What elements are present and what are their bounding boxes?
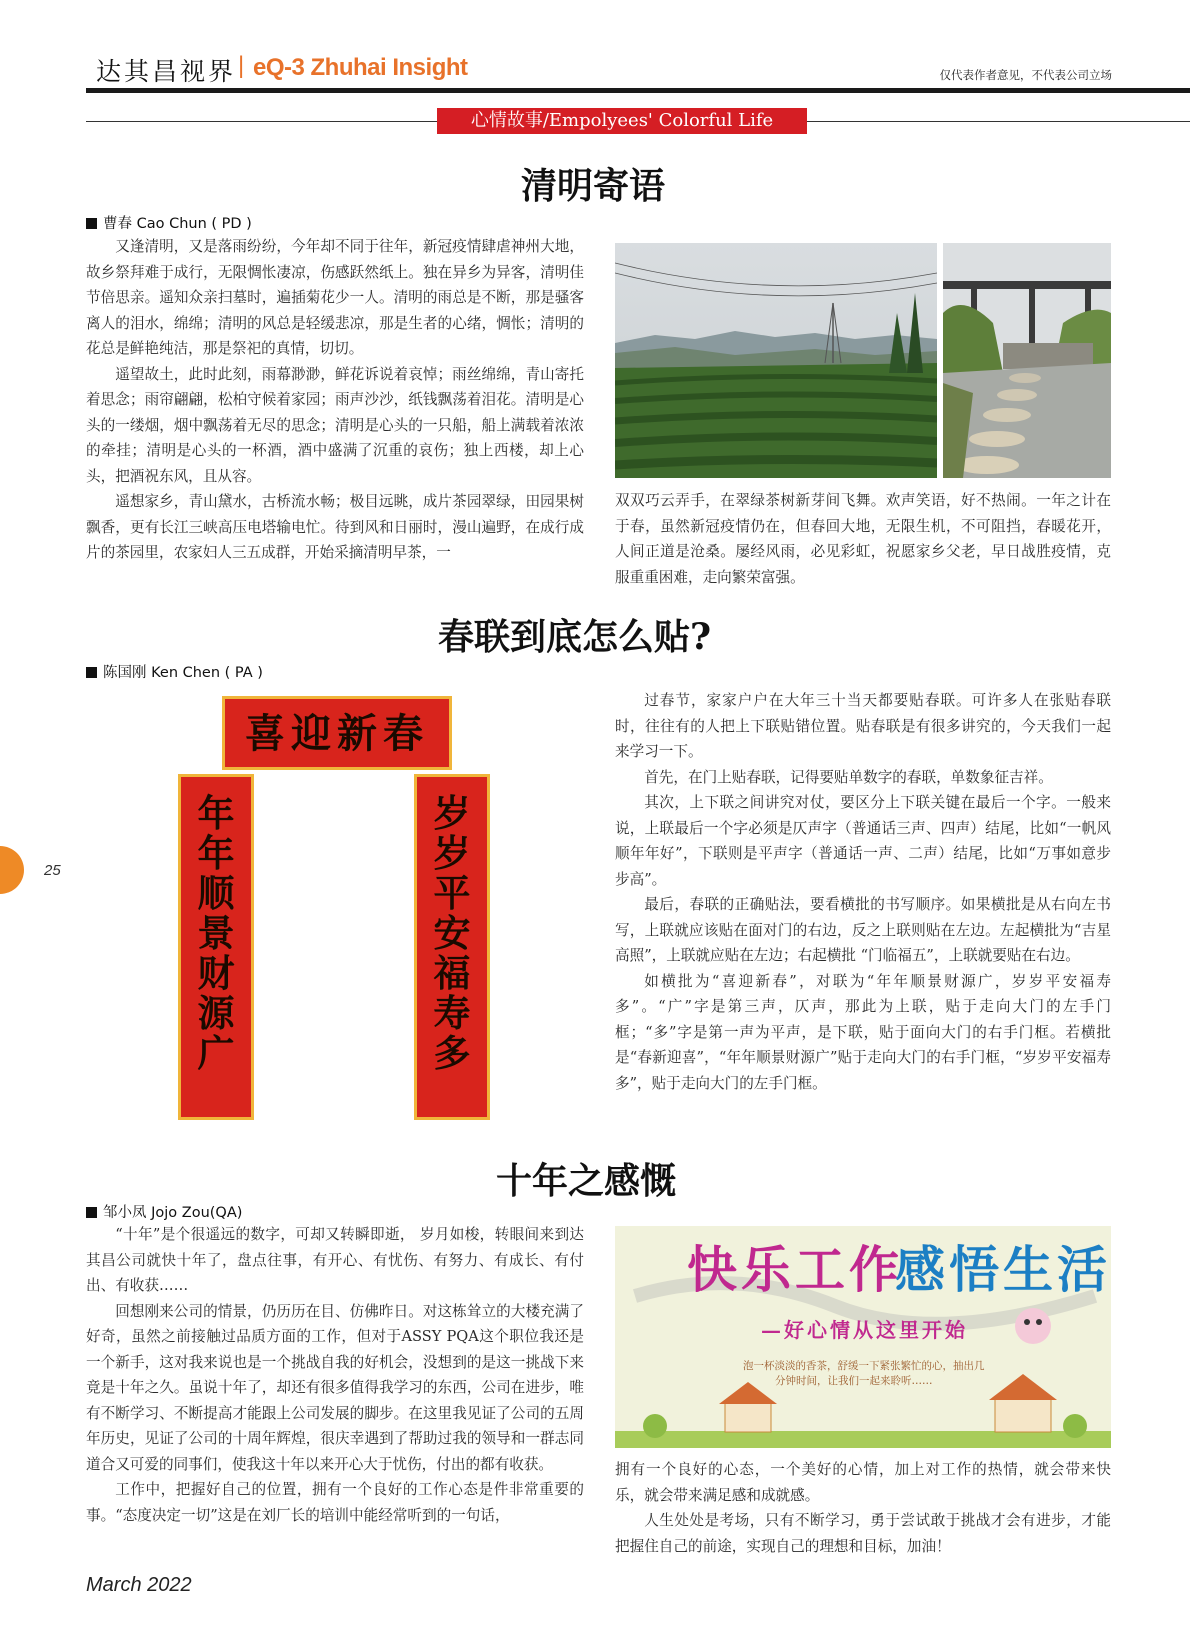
header-separator: | — [238, 52, 245, 79]
article1-paragraph: 双双巧云弄手，在翠绿茶树新芽间飞舞。欢声笑语，好不热闹。一年之计在于春，虽然新冠疫情仍在，但春回大地，无限生机，不可阻挡，春暖花开，人间正道是沧桑。屡经风雨，必见彩虹，祝愿家乡父老，早日战胜疫情，克服重重困难，走向繁荣富强。 — [615, 492, 1111, 586]
article2-paragraph: 最后，春联的正确贴法，要看横批的书写顺序。如果横批是从右向左书写，上联就应该贴在面对门的右边，反之上联则贴在左边。左起横批为“吉星高照”，上联就应贴在左边；右起横批 “门临福五”，上联就要贴在右边。 — [615, 896, 1111, 964]
article2-paragraph: 如横批为“喜迎新春”，对联为“年年顺景财源广，岁岁平安福寿多”。“广”字是第三声，仄声，那此为上联，贴于走向大门的左手门框；“多”字是第一声为平声，是下联，贴于面向大门的右手门框。若横批是“春新迎喜”，“年年顺景财源广”贴于走向大门的右手门框，“岁岁平安福寿多”，贴于走向大门的左手门框。 — [615, 972, 1111, 1092]
headline-enjoy-life: 感悟生活 — [895, 1240, 1111, 1299]
article3-paragraph: 拥有一个良好的心态，一个美好的心情，加上对工作的热情，就会带来快乐，就会带来满足感和成就感。 — [615, 1461, 1111, 1504]
magazine-title-cn: 达其昌视界 — [96, 57, 237, 86]
article1-paragraph: 遥望故土，此时此刻，雨幕渺渺，鲜花诉说着哀悼；雨丝绵绵，青山寄托着思念；雨帘翩翩，松柏守候着家园；雨声沙沙，纸钱飘荡着泪花。清明是心头的一缕烟，烟中飘荡着无尽的思念；清明是心头的一只船，船上满载着浓浓的牵挂；清明是心头的一杯酒，酒中盛满了沉重的哀伤；独上西楼，却上心头，把酒祝东风，且从容。 — [86, 365, 584, 485]
article2-column — [615, 688, 1111, 1096]
happy-work-banner-image — [615, 1226, 1111, 1448]
couplet-horizontal-text: 喜迎新春 — [245, 710, 429, 757]
article3-title: 十年之感慨 — [496, 1160, 677, 1202]
article3-paragraph: “十年”是个很遥远的数字，可却又转瞬即逝， 岁月如梭，转眼间来到达其昌公司就快十年了，盘点往事，有开心、有忧伤、有努力、有成长、有付出、有收获…… — [86, 1226, 584, 1294]
article2-byline — [86, 661, 263, 682]
article1-left-column — [86, 234, 584, 566]
header-rule — [86, 88, 1190, 93]
article2-paragraph: 过春节，家家户户在大年三十当天都要贴春联。可许多人在张贴春联时，往往有的人把上下联贴错位置。贴春联是有很多讲究的，今天我们一起来学习一下。 — [615, 692, 1111, 760]
tea-garden-photo — [615, 243, 937, 478]
section-banner: 心情故事/Empolyees' Colorful Life — [437, 108, 807, 134]
page-number: 25 — [44, 862, 61, 879]
article1-paragraph: 又逢清明，又是落雨纷纷，今年却不同于往年，新冠疫情肆虐神州大地，故乡祭拜难于成行，无限惆怅凄凉，伤感跃然纸上。独在异乡为异客，清明佳节倍思亲。遥知众亲扫墓时，遍插菊花少一人。清明的雨总是不断，那是骚客离人的泪水，绵绵；清明的风总是轻缓悲凉，那是生者的心绪，惆怅；清明的花总是鲜艳纯洁，那是祭祀的真情，切切。 — [86, 238, 584, 357]
article3-right-column — [615, 1457, 1111, 1559]
couplet-left-scroll — [178, 774, 254, 1120]
article1-paragraph: 遥想家乡，青山黛水，古桥流水畅；极目远眺，成片茶园翠绿，田园果树飘香，更有长江三峡高压电塔输电忙。待到风和日丽时，漫山遍野，在成行成片的茶园里，农家妇人三五成群，开始采摘清明早茶，一 — [86, 493, 584, 561]
article1-title: 清明寄语 — [521, 165, 666, 207]
spring-couplet-image — [178, 694, 498, 1122]
article2-paragraph: 首先，在门上贴春联，记得要贴单数字的春联，单数象征吉祥。 — [644, 768, 1053, 786]
article3-byline — [86, 1201, 242, 1222]
couplet-right-text: 岁岁平安福寿多 — [433, 791, 471, 1075]
article1-byline — [86, 212, 252, 233]
article3-paragraph: 人生处处是考场，只有不断学习，勇于尝试敢于挑战才会有进步，才能把握住自己的前途，实现自己的理想和目标，加油！ — [615, 1512, 1111, 1555]
tea-garden-illustration — [615, 243, 937, 478]
byline-square-icon — [86, 667, 97, 678]
article2-paragraph: 其次，上下联之间讲究对仗，要区分上下联关键在最后一个字。一般来说，上联最后一个字必须是仄声字（普通话三声、四声）结尾，比如“一帆风顺年年好”，下联则是平声字（普通话一声、二声）结尾，比如“万事如意步步高”。 — [615, 794, 1111, 888]
banner-caption-line1: 泡一杯淡淡的香茶，舒缓一下紧张繁忙的心，抽出几 — [743, 1360, 985, 1372]
article3-author: 邹小凤 Jojo Zou(QA) — [103, 1205, 243, 1221]
article2-title: 春联到底怎么贴? — [438, 616, 712, 658]
byline-square-icon — [86, 218, 97, 229]
issue-date: March 2022 — [86, 1574, 192, 1596]
couplet-horizontal-banner — [222, 696, 452, 770]
banner-caption-line2: 分钟时间，让我们一起来聆听…… — [775, 1375, 933, 1387]
bridge-stream-photo — [943, 243, 1111, 478]
banner-subline: —好心情从这里开始 — [761, 1318, 968, 1342]
headline-happy-work: 快乐工作 — [687, 1240, 903, 1299]
couplet-right-scroll — [414, 774, 490, 1120]
bridge-stream-illustration — [943, 243, 1111, 478]
header-disclaimer: 仅代表作者意见，不代表公司立场 — [939, 68, 1112, 82]
article2-author: 陈国刚 Ken Chen ( PA ) — [103, 665, 263, 681]
article1-right-column — [615, 488, 1111, 590]
page-tab — [0, 846, 24, 894]
byline-square-icon — [86, 1207, 97, 1218]
article3-paragraph: 工作中，把握好自己的位置，拥有一个良好的工作心态是件非常重要的事。“态度决定一切”这是在刘厂长的培训中能经常听到的一句话， — [86, 1481, 584, 1524]
article1-author: 曹春 Cao Chun ( PD ) — [103, 216, 252, 232]
article3-left-column — [86, 1222, 584, 1528]
article3-paragraph: 回想刚来公司的情景，仍历历在目、仿佛昨日。对这栋耸立的大楼充满了好奇，虽然之前接触过品质方面的工作，但对于ASSY PQA这个职位我还是一个新手，这对我来说也是一个挑战自我的好机会，没想到的是这一挑战下来竟是十年之久。虽说十年了，却还有很多值得我学习的东西，公司在进步，唯有不断学习、不断提高才能跟上公司发展的脚步。在这里我见证了公司的五周年历史，见证了公司的十周年辉煌，很庆幸遇到了帮助过我的领导和一群志同道合又可爱的同事们，使我这十年以来开心大于忧伤，付出的都有收获。 — [86, 1302, 584, 1473]
couplet-left-text: 年年顺景财源广 — [197, 791, 235, 1075]
magazine-title-en: eQ-3 Zhuhai Insight — [253, 54, 468, 81]
